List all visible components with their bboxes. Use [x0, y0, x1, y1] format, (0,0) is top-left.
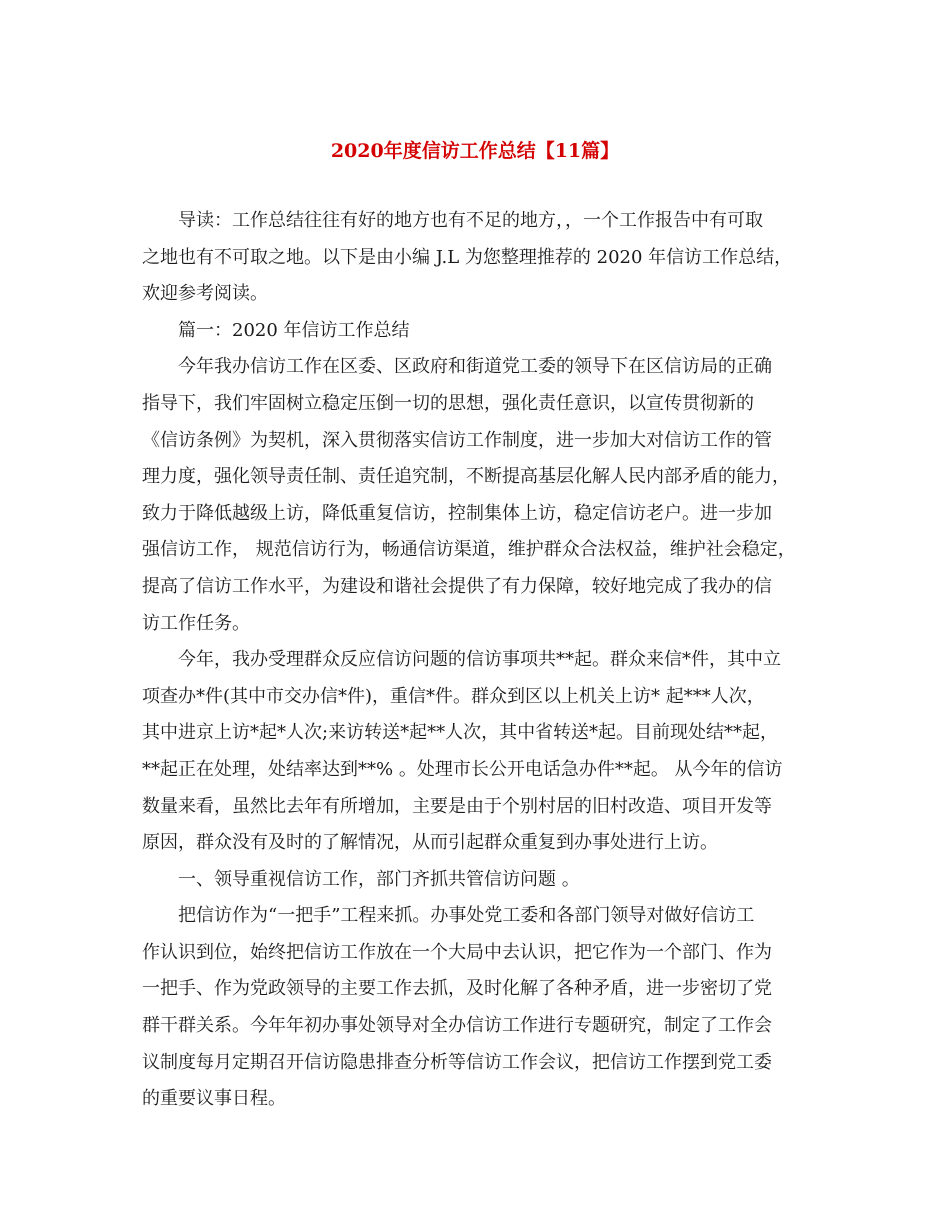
- document-title: 2020年度信访工作总结【11篇】: [330, 140, 620, 162]
- paragraph-line: 其中进京上访*起*人次;来访转送*起**人次，其中省转送*起。目前现处结**起，: [142, 722, 779, 744]
- paragraph-line: 提高了信访工作水平，为建设和谐社会提供了有力保障，较好地完成了我办的信: [142, 575, 772, 597]
- paragraph: [142, 898, 812, 1118]
- paragraph-line: 的重要议事日程。: [142, 1088, 286, 1110]
- paragraph-line: 把信访作为“一把手”工程来抓。办事处党工委和各部门领导对做好信访工: [178, 905, 755, 927]
- paragraph-line: 今年我办信访工作在区委、区政府和街道党工委的领导下在区信访局的正确: [178, 356, 772, 378]
- paragraph: [142, 349, 812, 642]
- paragraph-line: 今年，我办受理群众反应信访问题的信访事项共**起。群众来信*件，其中立: [178, 649, 781, 671]
- paragraph-line: 议制度每月定期召开信访隐患排查分析等信访工作会议，把信访工作摆到党工委: [142, 1051, 772, 1073]
- paragraph-line: 理力度，强化领导责任制、责任追究制，不断提高基层化解人民内部矛盾的能力，: [142, 466, 790, 488]
- paragraph-line: 一把手、作为党政领导的主要工作去抓，及时化解了各种矛盾，进一步密切了党: [142, 978, 772, 1000]
- paragraph-line: 原因，群众没有及时的了解情况，从而引起群众重复到办事处进行上访。: [142, 832, 718, 854]
- paragraph-line: 一、领导重视信访工作，部门齐抓共管信访问题 。: [178, 868, 580, 890]
- paragraph-line: 强信访工作， 规范信访行为，畅通信访渠道，维护群众合法权益，维护社会稳定，: [142, 539, 796, 561]
- paragraph: [142, 313, 812, 350]
- paragraph-line: 欢迎参考阅读。: [142, 283, 268, 305]
- paragraph-line: 篇一：2020 年信访工作总结: [178, 319, 410, 341]
- paragraph: [142, 862, 812, 899]
- paragraph-line: 致力于降低越级上访，降低重复信访，控制集体上访，稳定信访老户。进一步加: [142, 502, 772, 524]
- paragraph-line: 指导下，我们牢固树立稳定压倒一切的思想，强化责任意识，以宣传贯彻新的: [142, 392, 754, 414]
- paragraph-line: 导读：工作总结往往有好的地方也有不足的地方，，一个工作报告中有可取: [178, 210, 763, 231]
- paragraph: [142, 203, 812, 313]
- paragraph: [142, 642, 812, 862]
- paragraph-line: 访工作任务。: [142, 612, 250, 634]
- paragraph-line: **起正在处理，处结率达到**% 。处理市长公开电话急办件**起。 从今年的信访: [142, 758, 783, 780]
- paragraph-line: 作认识到位，始终把信访工作放在一个大局中去认识，把它作为一个部门、作为: [142, 941, 772, 963]
- document-body: [142, 203, 812, 1118]
- paragraph-line: 《信访条例》为契机，深入贯彻落实信访工作制度，进一步加大对信访工作的管: [142, 429, 772, 451]
- paragraph-line: 数量来看，虽然比去年有所增加，主要是由于个别村居的旧村改造、项目开发等: [142, 795, 772, 817]
- paragraph-line: 之地也有不可取之地。以下是由小编 J.L 为您整理推荐的 2020 年信访工作总结，: [142, 246, 793, 268]
- paragraph-line: 群干群关系。今年年初办事处领导对全办信访工作进行专题研究，制定了工作会: [142, 1015, 772, 1037]
- paragraph-line: 项查办*件(其中市交办信*件)，重信*件。群众到区以上机关上访* 起***人次，: [142, 685, 765, 707]
